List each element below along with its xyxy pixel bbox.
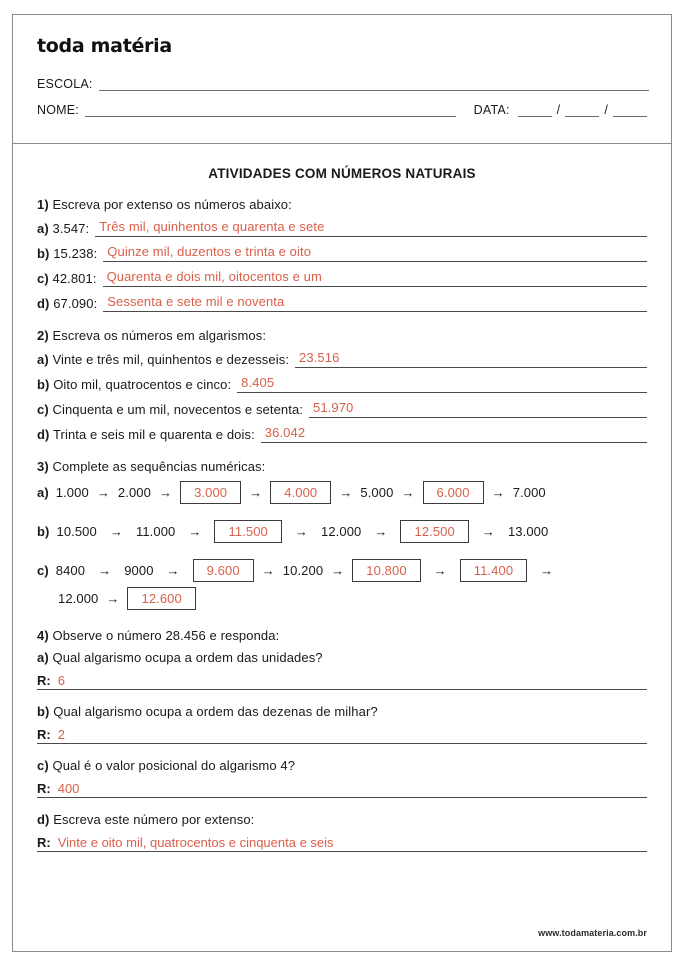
item-letter: d) xyxy=(37,427,50,442)
answer-text: 36.042 xyxy=(264,425,306,440)
arrow-icon: → xyxy=(481,524,495,539)
sequence-value: 10.200 xyxy=(282,563,324,578)
item-label xyxy=(37,377,237,393)
arrow-icon: → xyxy=(188,524,202,539)
item-number: 67.090: xyxy=(53,296,98,311)
escola-input[interactable] xyxy=(99,79,649,91)
question-4-item-c-answer-line[interactable] xyxy=(37,778,647,798)
question-3-sequence-c-continued xyxy=(37,587,647,610)
question-3 xyxy=(37,459,647,610)
question-1-text: Escreva por extenso os números abaixo: xyxy=(52,197,292,212)
answer-text: Sessenta e sete mil e noventa xyxy=(107,294,285,309)
question-2-item-c xyxy=(37,400,647,418)
arrow-icon: → xyxy=(261,563,275,578)
question-1-item-c xyxy=(37,269,647,287)
item-label xyxy=(37,271,103,287)
arrow-icon: → xyxy=(339,485,353,500)
item-question: Escreva este número por extenso: xyxy=(53,812,255,827)
arrow-icon: → xyxy=(158,485,173,500)
sequence-answer-box[interactable]: 3.000 xyxy=(180,481,241,504)
question-2-text: Escreva os números em algarismos: xyxy=(52,328,267,343)
question-3-sequence-a xyxy=(37,481,647,504)
escola-label: ESCOLA: xyxy=(37,77,93,91)
footer-url: www.todamateria.com.br xyxy=(538,928,647,938)
item-text: Vinte e três mil, quinhentos e dezesseis: xyxy=(52,352,290,367)
worksheet-body xyxy=(13,144,671,952)
answer-line[interactable] xyxy=(309,400,647,418)
answer-line[interactable] xyxy=(95,219,647,237)
sequence-value: 11.000 xyxy=(135,524,176,539)
question-1-item-b xyxy=(37,244,647,262)
item-label xyxy=(37,296,103,312)
answer-line[interactable] xyxy=(261,425,647,443)
arrow-icon: → xyxy=(249,485,263,500)
item-number: 15.238: xyxy=(53,246,98,261)
answer-text: Vinte e oito mil, quatrocentos e cinquenta e seis xyxy=(57,835,334,850)
escola-field-row xyxy=(37,77,649,91)
item-question: Qual algarismo ocupa a ordem das dezenas de milhar? xyxy=(53,704,378,719)
sequence-answer-box[interactable]: 12.600 xyxy=(127,587,195,610)
arrow-icon: → xyxy=(166,563,180,578)
answer-text: Quinze mil, duzentos e trinta e oito xyxy=(107,244,312,259)
page-title: ATIVIDADES COM NÚMEROS NATURAIS xyxy=(208,166,476,181)
worksheet-page xyxy=(12,14,672,952)
nome-label: NOME: xyxy=(37,103,79,117)
item-letter: c) xyxy=(37,563,49,578)
answer-line[interactable] xyxy=(103,269,647,287)
answer-label: R: xyxy=(37,781,51,796)
sequence-value: 10.500 xyxy=(56,524,97,539)
question-4-item-c-text xyxy=(37,758,647,773)
item-number: 3.547: xyxy=(52,221,90,236)
sequence-value: 8400 xyxy=(55,563,86,578)
sequence-answer-box[interactable]: 10.800 xyxy=(352,559,420,582)
question-2-prompt xyxy=(37,328,647,343)
question-1-item-d xyxy=(37,294,647,312)
answer-text: 8.405 xyxy=(241,375,275,390)
question-2-item-a xyxy=(37,350,647,368)
question-4 xyxy=(37,628,647,852)
arrow-icon: → xyxy=(374,524,388,539)
sequence-value: 12.000 xyxy=(58,591,99,606)
date-month-input[interactable] xyxy=(565,105,599,117)
question-4-number: 4) xyxy=(37,628,49,643)
item-text: Cinquenta e um mil, novecentos e setenta: xyxy=(52,402,304,417)
data-label: DATA: xyxy=(473,103,510,117)
question-4-item-d-text xyxy=(37,812,647,827)
sequence-value: 7.000 xyxy=(512,485,546,500)
nome-date-field-row xyxy=(37,103,649,117)
answer-text: 51.970 xyxy=(313,400,354,415)
question-4-item-b-text xyxy=(37,704,647,719)
date-separator-1: / xyxy=(556,103,561,117)
item-label xyxy=(37,427,261,443)
sequence-answer-box[interactable]: 11.500 xyxy=(214,520,281,543)
sequence-answer-box[interactable]: 11.400 xyxy=(460,559,527,582)
item-letter: d) xyxy=(37,812,50,827)
question-1-prompt xyxy=(37,197,647,212)
question-2 xyxy=(37,328,647,443)
item-letter: b) xyxy=(37,524,50,539)
answer-line[interactable] xyxy=(103,294,647,312)
item-letter: d) xyxy=(37,296,50,311)
question-3-sequence-b xyxy=(37,520,647,543)
question-4-prompt xyxy=(37,628,647,643)
sequence-value: 13.000 xyxy=(507,524,549,539)
answer-line[interactable] xyxy=(237,375,647,393)
arrow-icon: → xyxy=(98,563,112,578)
item-label xyxy=(37,402,309,418)
item-number: 42.801: xyxy=(52,271,97,286)
arrow-icon: → xyxy=(491,485,505,500)
item-letter: c) xyxy=(37,271,49,286)
item-letter: c) xyxy=(37,402,49,417)
question-4-item-a-answer-line[interactable] xyxy=(37,670,647,690)
item-text: Trinta e seis mil e quarenta e dois: xyxy=(52,427,255,442)
arrow-icon: → xyxy=(540,563,554,578)
sequence-value: 12.000 xyxy=(321,524,362,539)
question-3-sequence-c xyxy=(37,559,647,582)
answer-text: 23.516 xyxy=(299,350,340,365)
question-1-number: 1) xyxy=(37,197,49,212)
sequence-value: 9000 xyxy=(124,563,154,578)
answer-label: R: xyxy=(37,727,51,742)
question-4-item-b-answer-line[interactable] xyxy=(37,724,647,744)
question-2-item-b xyxy=(37,375,647,393)
arrow-icon: → xyxy=(401,485,415,500)
question-1 xyxy=(37,197,647,312)
item-letter: b) xyxy=(37,377,50,392)
item-letter: c) xyxy=(37,758,49,773)
answer-text: 400 xyxy=(57,781,80,796)
item-letter: a) xyxy=(37,352,49,367)
arrow-icon: → xyxy=(331,563,345,578)
sequence-answer-box[interactable]: 4.000 xyxy=(270,481,331,504)
date-day-input[interactable] xyxy=(518,105,552,117)
sequence-value: 2.000 xyxy=(117,485,151,500)
item-letter: a) xyxy=(37,221,49,236)
question-2-item-d xyxy=(37,425,647,443)
question-3-number: 3) xyxy=(37,459,49,474)
sequence-answer-box[interactable]: 6.000 xyxy=(423,481,484,504)
item-letter: b) xyxy=(37,704,50,719)
answer-label: R: xyxy=(37,673,51,688)
arrow-icon: → xyxy=(109,524,123,539)
answer-label: R: xyxy=(37,835,51,850)
item-letter: a) xyxy=(37,485,49,500)
sequence-answer-box[interactable]: 12.500 xyxy=(400,520,468,543)
question-2-number: 2) xyxy=(37,328,49,343)
sequence-value: 5.000 xyxy=(360,485,394,500)
item-label xyxy=(37,352,295,368)
date-separator-2: / xyxy=(604,103,608,117)
sequence-value: 1.000 xyxy=(55,485,89,500)
item-text: Oito mil, quatrocentos e cinco: xyxy=(53,377,232,392)
answer-text: 6 xyxy=(57,673,65,688)
arrow-icon: → xyxy=(433,563,447,578)
brand-logo: toda matéria xyxy=(37,35,172,57)
arrow-icon: → xyxy=(96,485,110,500)
question-4-text: Observe o número 28.456 e responda: xyxy=(52,628,280,643)
item-letter: a) xyxy=(37,650,49,665)
arrow-icon: → xyxy=(294,524,308,539)
item-question: Qual é o valor posicional do algarismo 4? xyxy=(52,758,296,773)
worksheet-header xyxy=(13,15,671,144)
question-4-item-a-text xyxy=(37,650,647,665)
question-1-item-a xyxy=(37,219,647,237)
question-4-item-d-answer-line[interactable] xyxy=(37,832,647,852)
question-3-text: Complete as sequências numéricas: xyxy=(52,459,266,474)
date-year-input[interactable] xyxy=(613,105,647,117)
answer-text: Três mil, quinhentos e quarenta e sete xyxy=(99,219,325,234)
nome-input[interactable] xyxy=(85,105,456,117)
item-letter: b) xyxy=(37,246,50,261)
arrow-icon: → xyxy=(106,591,120,606)
item-label xyxy=(37,246,103,262)
answer-line[interactable] xyxy=(103,244,647,262)
sequence-answer-box[interactable]: 9.600 xyxy=(193,559,254,582)
answer-text: Quarenta e dois mil, oitocentos e um xyxy=(106,269,322,284)
question-3-prompt xyxy=(37,459,647,474)
answer-line[interactable] xyxy=(295,350,647,368)
answer-text: 2 xyxy=(57,727,65,742)
date-field-group xyxy=(456,103,649,117)
item-label xyxy=(37,221,95,237)
item-question: Qual algarismo ocupa a ordem das unidades? xyxy=(52,650,323,665)
